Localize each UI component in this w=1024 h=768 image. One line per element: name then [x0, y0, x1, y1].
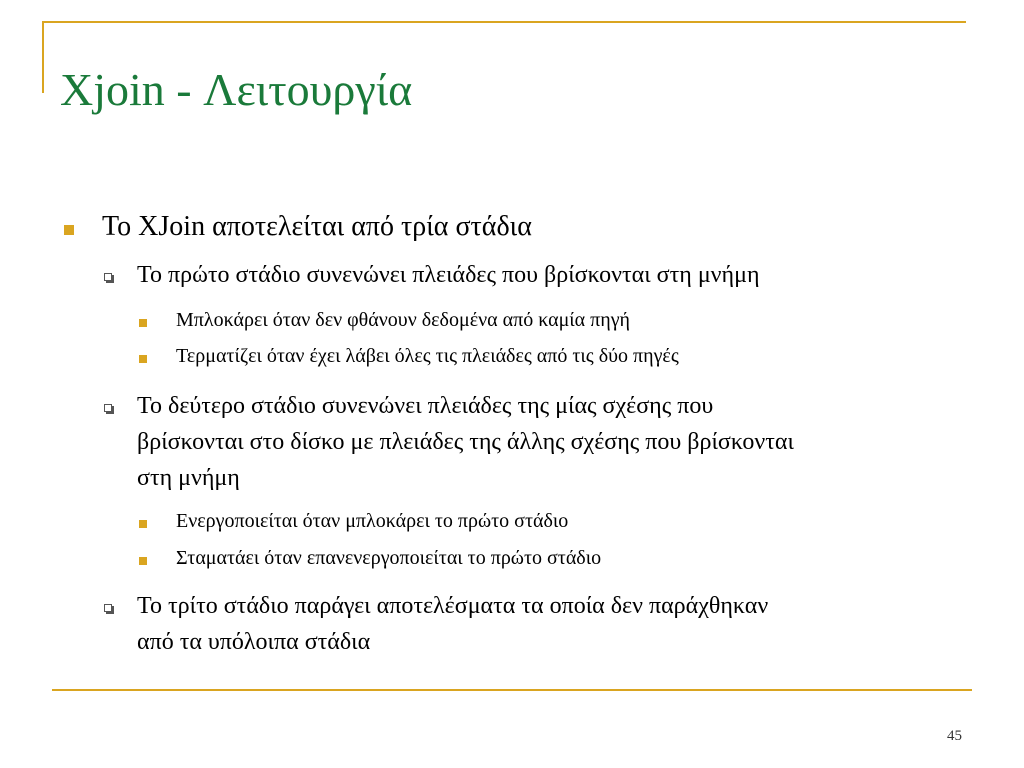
small-square-bullet-icon: [139, 520, 147, 528]
bullet-level2-line: βρίσκονται στο δίσκο με πλειάδες της άλλης σχέσης που βρίσκονται: [137, 429, 794, 455]
bullet-level1: Το XJoin αποτελείται από τρία στάδια: [102, 211, 532, 242]
small-square-bullet-icon: [139, 319, 147, 327]
bullet-level3: Ενεργοποιείται όταν μπλοκάρει το πρώτο στάδιο: [176, 510, 569, 532]
frame-left-rule: [42, 21, 44, 93]
box-bullet-icon: [104, 604, 112, 612]
page-number: 45: [947, 728, 962, 744]
bullet-level3: Τερματίζει όταν έχει λάβει όλες τις πλειάδες από τις δύο πηγές: [176, 345, 679, 367]
bullet-level3: Μπλοκάρει όταν δεν φθάνουν δεδομένα από καμία πηγή: [176, 309, 631, 331]
frame-top-rule: [42, 21, 966, 23]
box-bullet-icon: [104, 273, 112, 281]
footer-rule: [52, 689, 972, 691]
box-bullet-icon: [104, 404, 112, 412]
small-square-bullet-icon: [139, 557, 147, 565]
small-square-bullet-icon: [139, 355, 147, 363]
square-bullet-icon: [64, 225, 74, 235]
bullet-level2-line: Το δεύτερο στάδιο συνενώνει πλειάδες της μίας σχέσης που: [137, 393, 714, 419]
slide-title: Xjoin - Λειτουργία: [60, 64, 413, 115]
bullet-level2: Το πρώτο στάδιο συνενώνει πλειάδες που βρίσκονται στη μνήμη: [137, 262, 760, 288]
bullet-level2-line: στη μνήμη: [137, 465, 240, 491]
bullet-level2-line: από τα υπόλοιπα στάδια: [137, 629, 371, 655]
bullet-level2-line: Το τρίτο στάδιο παράγει αποτελέσματα τα οποία δεν παράχθηκαν: [137, 593, 769, 619]
bullet-level3: Σταματάει όταν επανενεργοποιείται το πρώτο στάδιο: [176, 547, 602, 569]
